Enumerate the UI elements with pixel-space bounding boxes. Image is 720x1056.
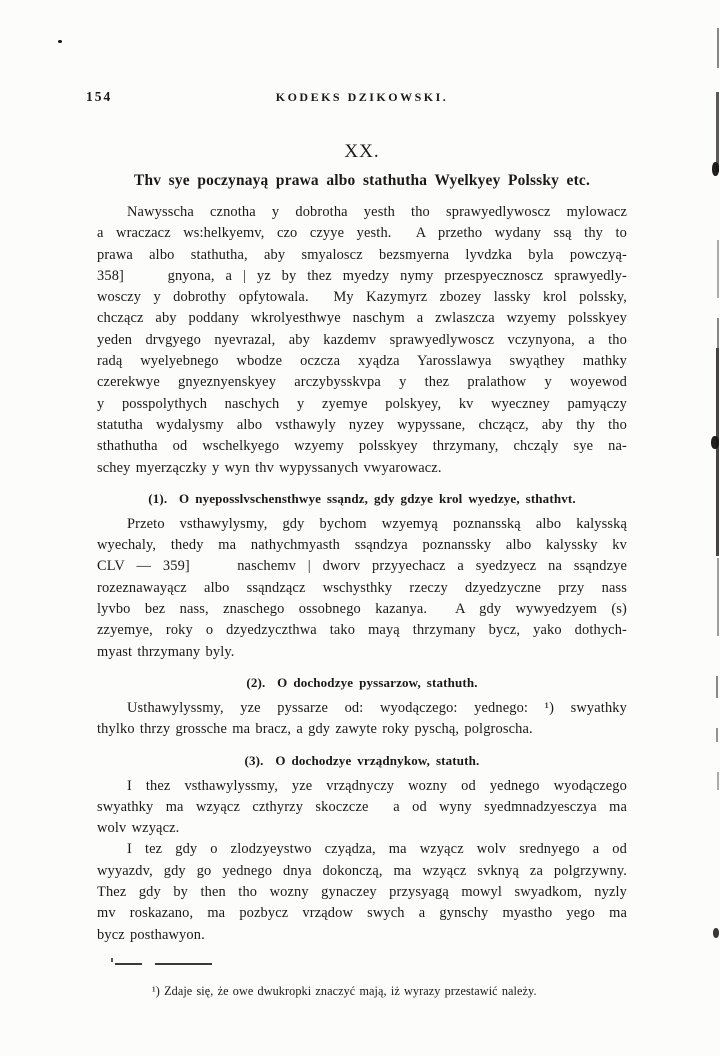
scan-artifact	[717, 28, 719, 68]
text-line: yeden drvgyego nyevrazal, aby kazdemv sprawyedlywoscz vczynyona, a tho	[97, 331, 627, 348]
text-line: Thez gdy by then tho wozny gynaczey przysyagą mowyl swyadkom, nyzly	[97, 884, 627, 901]
scan-artifact	[716, 92, 719, 172]
text-line: bycz posthawyon.	[97, 926, 205, 943]
text-line: wyyazdv, gdy go yednego dnya dokonczą, ma wzyącz svknyą za polgrzywny.	[97, 862, 627, 879]
scan-artifact	[716, 348, 719, 556]
scan-artifact	[717, 318, 719, 348]
text-line: schey myerzączky y wyn thv wypyssanych vwyarowacz.	[97, 459, 442, 476]
text-line: prawa albo stathutha, aby smyaloscz bezsmyerna lyvdzka byla powczyą-	[97, 246, 627, 263]
text-line: CLV — 359] naschemv | dworv przyyechacz a syedzyecz na ssąndzye	[97, 558, 627, 575]
section-heading-3: (3). O dochodzye vrządnykow, statuth.	[244, 752, 480, 768]
text-line: wyechaly, thedy ma nathychmyasth ssąndzya poznanssky albo kalyssky kv	[97, 537, 627, 554]
text-line: swyathky ma wzyącz czthyrzy skoczcze a od wyny syedmnadzyesczya ma	[97, 798, 627, 815]
text-line: 358] gnyona, a | yz by thez myedzy nymy przespyecznoscz sprawyedly-	[97, 267, 627, 284]
text-line: wolv wzyącz.	[97, 820, 180, 837]
page-number: 154	[86, 89, 113, 104]
text-line: myast thrzymany byly.	[97, 643, 235, 660]
scan-artifact	[716, 728, 718, 742]
scan-artifact	[713, 928, 719, 938]
scan-artifact	[717, 772, 719, 790]
section-3-paragraph-2	[97, 839, 627, 945]
text-line: wosczy y dobrothy opfytowala. My Kazymyrz zbozey lassky krol polssky,	[97, 289, 627, 306]
text-line: mv roskazano, ma pozbycz vrządow swych a gynschy myastho yego ma	[97, 905, 627, 922]
section-2-paragraph	[97, 698, 627, 741]
section-heading-2: (2). O dochodzye pyssarzow, stathuth.	[246, 674, 478, 690]
text-line: Nawysscha cznotha y dobrotha yesth tho sprawyedlywoscz mylowacz	[127, 204, 627, 220]
text-line: y posspolythych naschych y zyemye polskyey, kv wyeczney pamyączy	[97, 395, 627, 412]
text-line: I thez vsthawylyssmy, yze vrządnyczy wozny od yednego wyodączego	[127, 777, 627, 794]
text-line: Przeto vsthawylysmy, gdy bychom wzyemyą poznansską albo kalysską	[127, 515, 627, 532]
footnote-separator	[115, 962, 627, 966]
section-3-paragraph-1	[97, 776, 627, 840]
text-line: statutha wydalysmy albo vsthawyly nyzey wypyssane, chczącz, aby thy tho	[97, 416, 627, 433]
scan-artifact	[716, 676, 718, 698]
text-line: czerekwye gnyeznyenskyey arczybysskvpa y thez pralathow y woyewod	[97, 374, 627, 391]
chapter-numeral: XX.	[344, 141, 380, 162]
text-line: a wraczacz ws:helkyemv, czo czyye yesth. A przetho wydany ssą thy to	[97, 225, 627, 242]
text-line: radą wyelyebnego wbodze oczcza xyądza Yarosslawya swyąthey mathky	[97, 353, 627, 370]
intro-paragraph	[97, 202, 627, 479]
scan-artifact	[712, 162, 719, 176]
text-line: rozeznawayącz albo ssąndzącz wschysthky rzeczy dzyedzyczne przy nass	[97, 579, 627, 596]
text-line: chczącz aby poddany wkrolyesthwye naschym a zwlaszcza wzyemy polsskyey	[97, 310, 627, 327]
scan-artifact	[717, 240, 719, 298]
text-line: zzyemye, roky o dzyedzyczthwa tako mayą thrzymany bycz, yako dothych-	[97, 622, 627, 639]
section-1-paragraph	[97, 514, 627, 663]
scan-artifact	[111, 958, 113, 962]
text-line: thylko thrzy grossche ma bracz, a gdy zawyte roky pyschą, polgroscha.	[97, 721, 533, 738]
text-line: sthathutha od wschelkyego wzyemy polsskyey thrzymany, chcząly sye na-	[97, 438, 627, 455]
section-heading-1: (1). O nyeposslvschensthwye ssąndz, gdy gdzye krol wyedzye, sthathvt.	[148, 490, 576, 506]
text-line: Usthawylyssmy, yze pyssarze od: wyodączego: yednego: ¹) swyathky	[127, 699, 627, 716]
scan-artifact	[711, 436, 719, 449]
footnote-text: Zdaje się, że owe dwukropki znaczyć mają, iż wyrazy przestawić należy.	[164, 983, 537, 998]
text-column	[97, 141, 627, 1002]
running-title: KODEKS DZIKOWSKI.	[275, 90, 449, 104]
text-line: lyvbo bez nass, znaschego ossobnego kazanya. A gdy wywyedzyem (s)	[97, 601, 627, 618]
chapter-title: Thv sye poczynayą prawa albo stathutha Wyelkyey Polssky etc.	[134, 172, 590, 189]
text-line: I tez gdy o zlodzyeystwo czyądza, ma wzyącz wolv srednyego a od	[127, 841, 627, 858]
footnote	[152, 981, 627, 1002]
scan-artifact	[717, 558, 719, 636]
footnote-marker: ¹)	[152, 983, 160, 998]
scan-artifact	[58, 40, 62, 43]
